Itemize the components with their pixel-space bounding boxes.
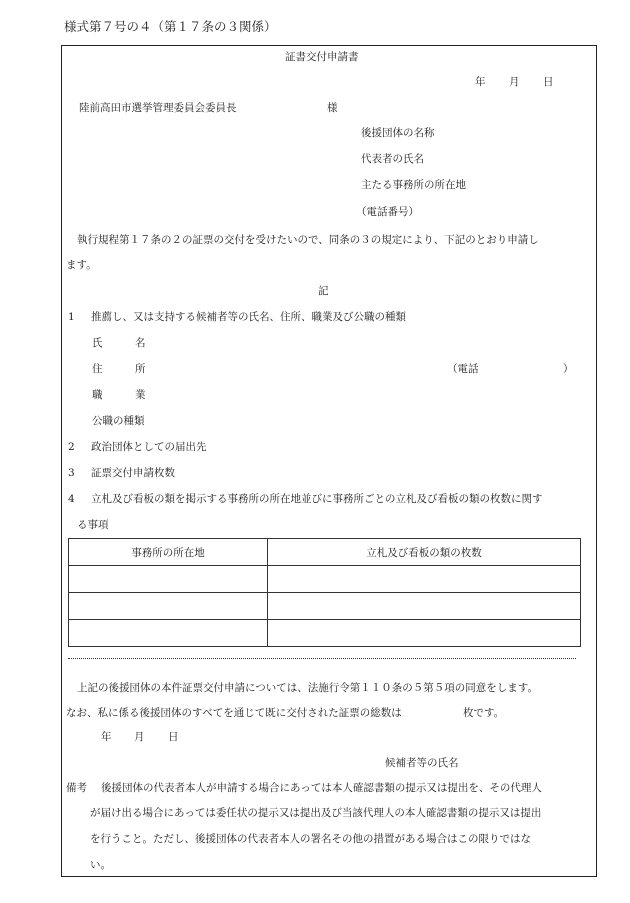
addressee: 陸前高田市選挙管理委員会委員長 bbox=[79, 102, 237, 114]
item-4-number: 4 bbox=[68, 493, 75, 505]
table-header-office-address: 事務所の所在地 bbox=[69, 539, 268, 566]
ki-heading: 記 bbox=[318, 285, 329, 297]
candidate-phone-open: （電話 bbox=[447, 363, 479, 375]
date-day: 日 bbox=[543, 76, 554, 88]
table-header-signboard-count: 立札及び看板の類の枚数 bbox=[268, 539, 581, 566]
date-month: 月 bbox=[509, 76, 520, 88]
form-number: 様式第７号の４（第１７条の３関係） bbox=[64, 19, 277, 34]
public-office-kind-label: 公職の種類 bbox=[92, 415, 145, 427]
date-year: 年 bbox=[475, 76, 486, 88]
item-4-text-continued: る事項 bbox=[77, 519, 109, 531]
table-cell[interactable] bbox=[268, 566, 581, 593]
candidate-phone-close: ） bbox=[563, 363, 574, 375]
document-title: 証書交付申請書 bbox=[285, 51, 359, 63]
item-1-text: 推薦し、又は支持する候補者等の氏名、住所、職業及び公職の種類 bbox=[91, 311, 406, 323]
item-2-text: 政治団体としての届出先 bbox=[91, 441, 207, 453]
office-address-label: 主たる事務所の所在地 bbox=[361, 179, 466, 191]
name-label-a: 氏 bbox=[92, 337, 103, 349]
table-cell[interactable] bbox=[69, 566, 268, 593]
consent-date-year: 年 bbox=[101, 731, 112, 743]
item-3-number: 3 bbox=[68, 467, 75, 479]
item-4-text: 立札及び看板の類を掲示する事務所の所在地並びに事務所ごとの立札及び看板の類の枚数に関す bbox=[91, 493, 543, 505]
address-label-a: 住 bbox=[92, 363, 103, 375]
table-cell[interactable] bbox=[268, 593, 581, 620]
representative-name-label: 代表者の氏名 bbox=[361, 153, 424, 165]
remarks-line-4: い。 bbox=[90, 859, 111, 871]
group-name-label: 後援団体の名称 bbox=[361, 127, 435, 139]
intro-line-2: ます。 bbox=[66, 259, 97, 271]
consent-line-1: 上記の後援団体の本件証票交付申請については、法施行令第１１０条の５第５項の同意をします。 bbox=[77, 682, 538, 694]
remarks-line-1: 後援団体の代表者本人が申請する場合にあっては本人確認書類の提示又は提出を、その代理人 bbox=[101, 782, 542, 794]
item-2-number: 2 bbox=[68, 441, 75, 453]
remarks-line-3: を行うこと。ただし、後援団体の代表者本人の署名その他の措置がある場合はこの限りではな bbox=[90, 833, 531, 845]
table-cell[interactable] bbox=[69, 620, 268, 647]
table-row bbox=[69, 620, 581, 647]
consent-line-2b: 枚です。 bbox=[463, 707, 505, 719]
table-cell[interactable] bbox=[69, 593, 268, 620]
office-signboard-table bbox=[68, 538, 581, 647]
phone-label: （電話番号） bbox=[356, 206, 419, 218]
addressee-suffix: 様 bbox=[327, 102, 338, 114]
remarks-line-2: が届け出る場合にあっては委任状の提示又は提出及び当該代理人の本人確認書類の提示又は提出 bbox=[90, 807, 542, 819]
dotted-divider bbox=[68, 658, 576, 659]
consent-line-2a: なお、私に係る後援団体のすべてを通じて既に交付された証票の総数は bbox=[66, 707, 402, 719]
occupation-label-b: 業 bbox=[135, 389, 146, 401]
consent-date-day: 日 bbox=[168, 731, 179, 743]
intro-line-1: 執行規程第１７条の２の証票の交付を受けたいので、同条の３の規定により、下記のとおり申請し bbox=[77, 234, 539, 246]
item-1-number: 1 bbox=[68, 311, 75, 323]
name-label-b: 名 bbox=[135, 337, 146, 349]
consent-date-month: 月 bbox=[134, 731, 145, 743]
remarks-label: 備考 bbox=[66, 782, 87, 794]
form-frame bbox=[61, 45, 597, 877]
table-cell[interactable] bbox=[268, 620, 581, 647]
item-3-text: 証票交付申請枚数 bbox=[91, 467, 175, 479]
table-row bbox=[69, 566, 581, 593]
candidate-name-label: 候補者等の氏名 bbox=[385, 757, 459, 769]
address-label-b: 所 bbox=[135, 363, 146, 375]
table-header-row bbox=[69, 539, 581, 566]
occupation-label-a: 職 bbox=[92, 389, 103, 401]
table-row bbox=[69, 593, 581, 620]
